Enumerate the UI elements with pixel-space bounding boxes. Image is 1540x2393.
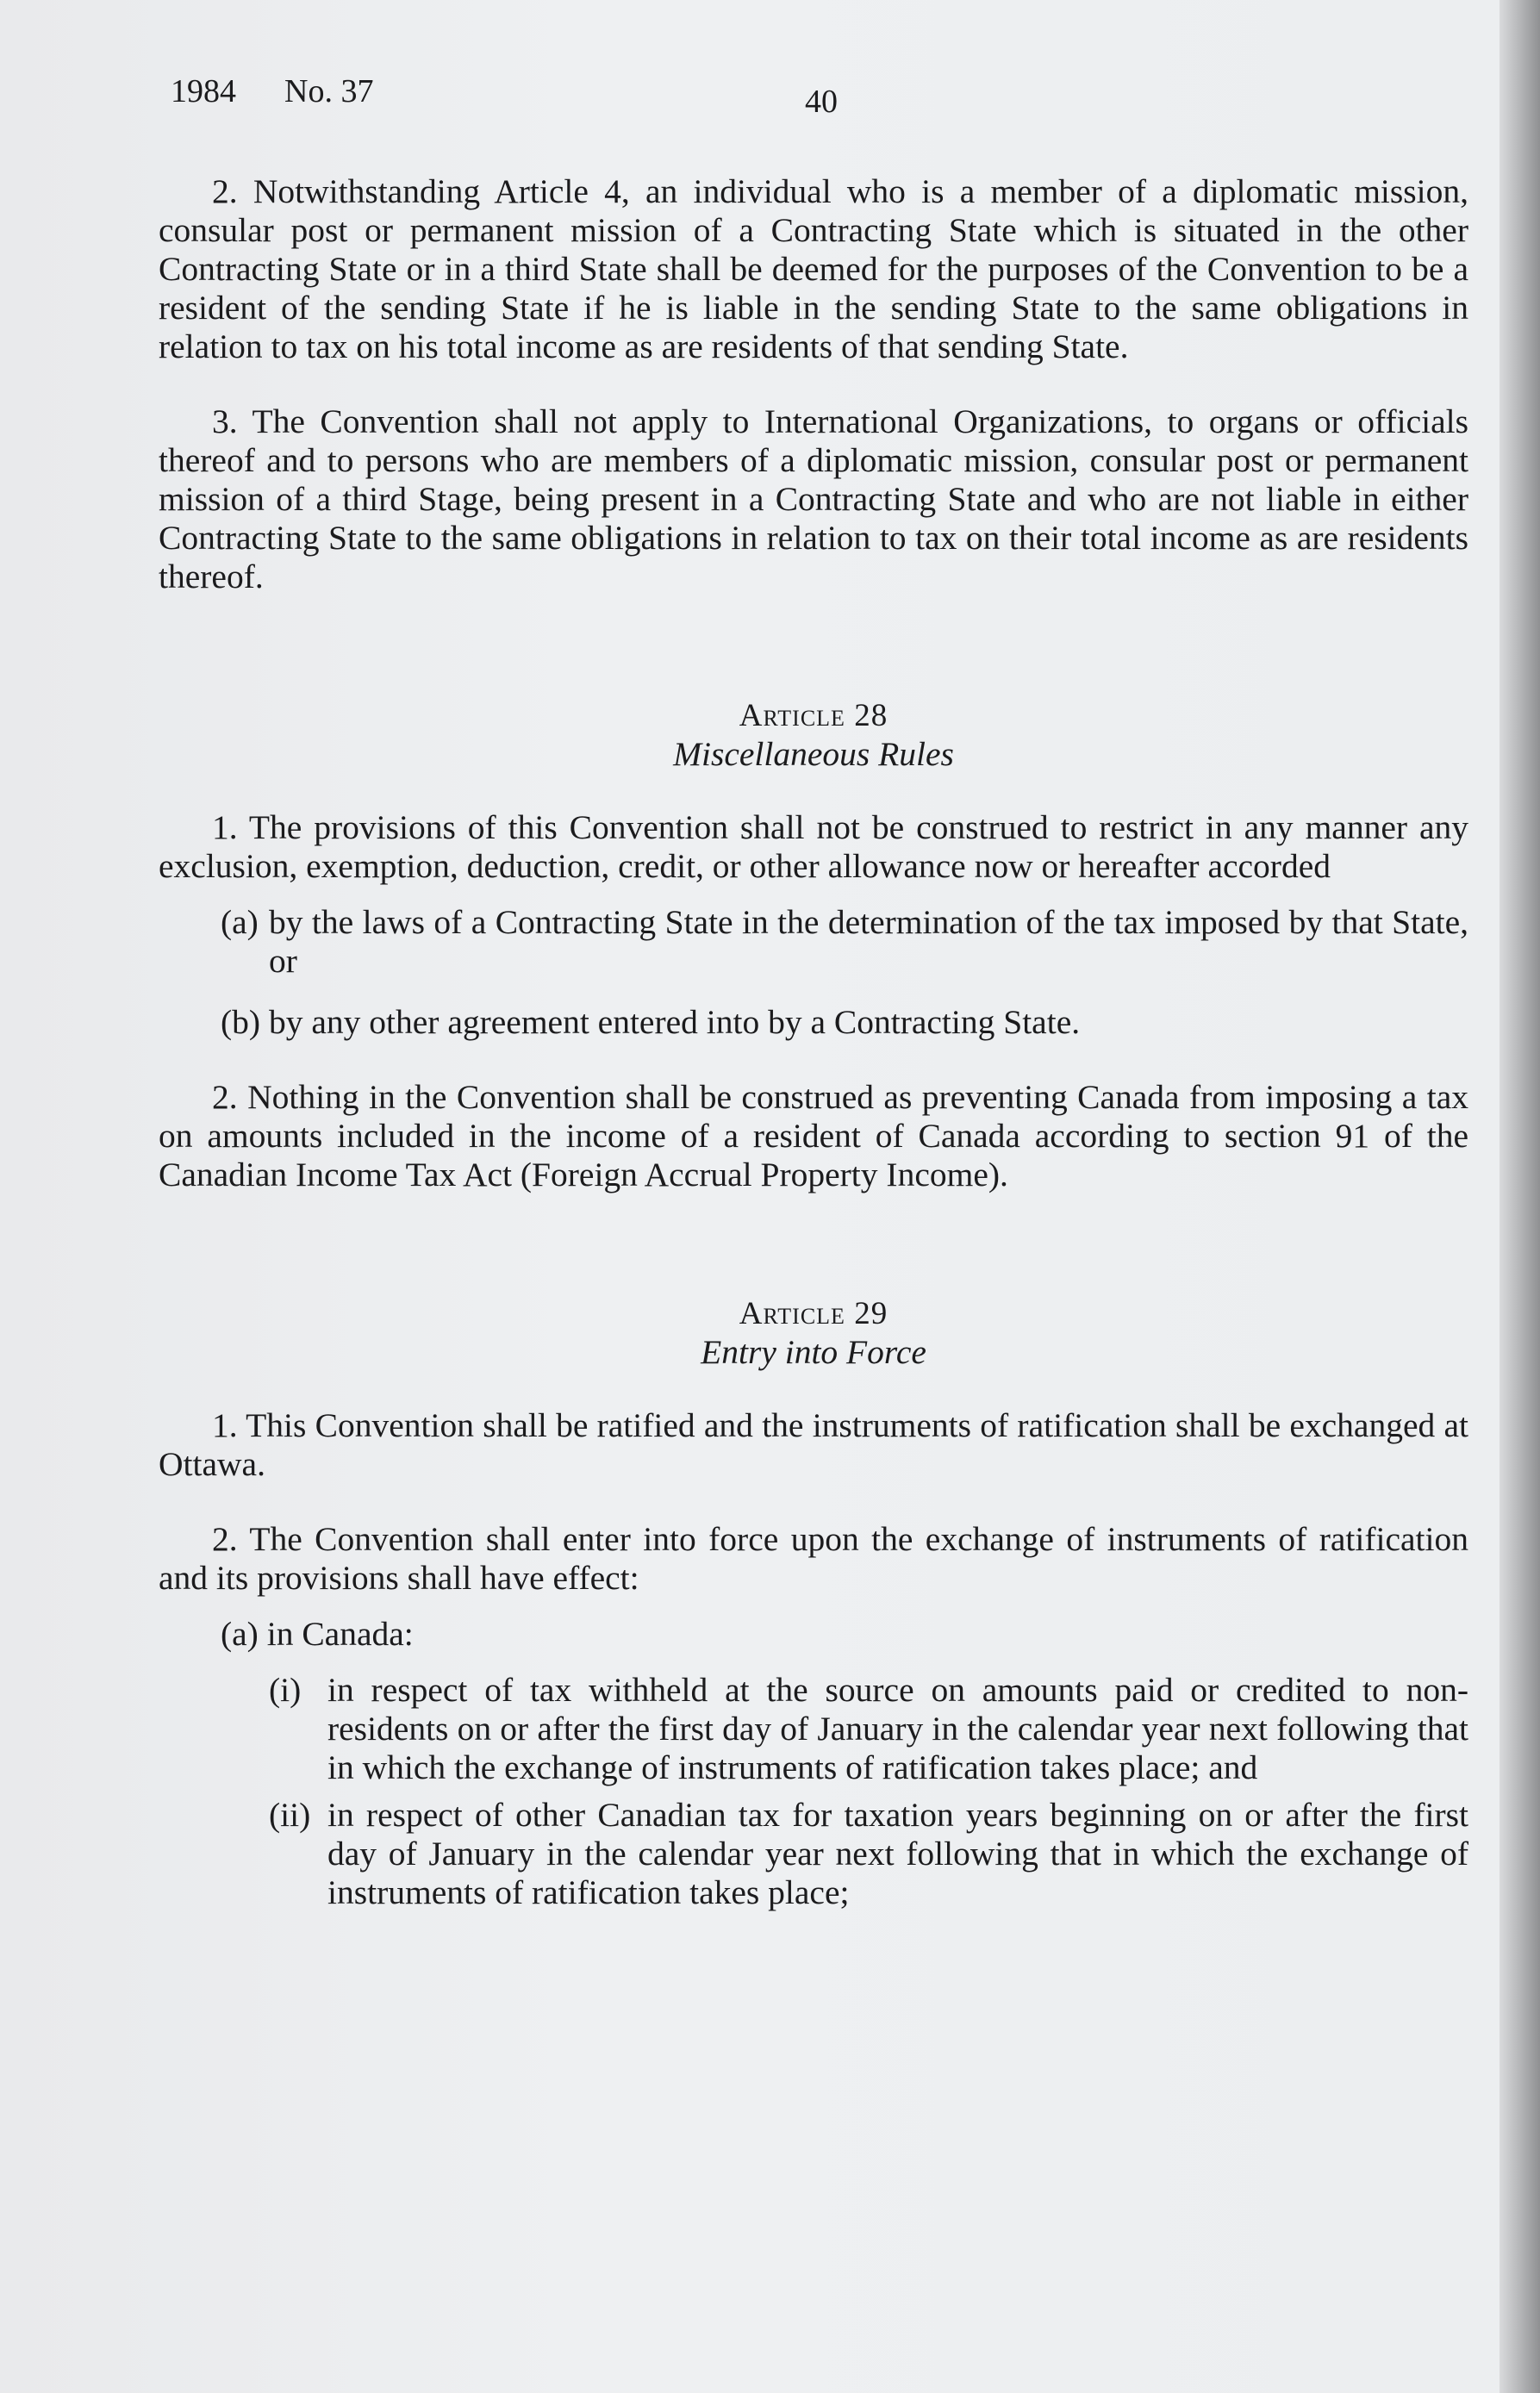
page-header — [171, 72, 1463, 124]
article-29-item-a — [159, 1615, 1468, 1654]
paragraph-diplomatic-residency: 2. Notwithstanding Article 4, an individual who is a member of a diplomatic mission, consular post or permanent mission of a Contracting State which is situated in the other Contracting State or in a third State shall be deemed for the purposes of the Convention to be a resident of the sending State if he is liable in the sending State to the same obligations in relation to tax on his total income as are residents of that sending State. — [159, 172, 1468, 365]
article-28-item-a — [159, 903, 1468, 981]
article-29-paragraph-2: 2. The Convention shall enter into force upon the exchange of instruments of ratification and its provisions shall have effect: — [159, 1520, 1468, 1597]
page-number: 40 — [805, 84, 838, 120]
subitem-text: in respect of other Canadian tax for taxation years beginning on or after the first day of January in the calendar year next following that in which the exchange of instruments of ratification takes place; — [327, 1796, 1468, 1911]
item-label: (b) — [221, 1003, 261, 1041]
article-28-heading: Article 28 — [739, 698, 888, 733]
subitem-label: (i) — [269, 1671, 302, 1709]
item-label: (a) — [221, 903, 259, 941]
page-binding-edge — [1499, 0, 1540, 2393]
item-text: by the laws of a Contracting State in the determination of the tax imposed by that State, or — [269, 903, 1468, 980]
article-29-subitem-ii — [159, 1796, 1468, 1912]
article-29-subtitle: Entry into Force — [701, 1333, 926, 1371]
article-28-subtitle: Miscellaneous Rules — [673, 735, 954, 773]
article-28-paragraph-2: 2. Nothing in the Convention shall be construed as preventing Canada from imposing a tax on amounts included in the income of a resident of Canada according to section 91 of the Canadian Income Tax Act (Foreign Accrual Property Income). — [159, 1078, 1468, 1193]
header-year: 1984 — [171, 73, 236, 109]
article-29-paragraph-1: 1. This Convention shall be ratified and the instruments of ratification shall be exchanged at Ottawa. — [159, 1406, 1468, 1483]
article-29-heading: Article 29 — [739, 1296, 888, 1331]
article-29-subitem-i — [159, 1671, 1468, 1787]
subitem-label: (ii) — [269, 1796, 311, 1834]
paragraph-international-organizations: 3. The Convention shall not apply to International Organizations, to organs or officials thereof and to persons who are members of a diplomatic mission, consular post or permanent mission of a third Stage, being present in a Contracting State and who are not liable in either Contracting State to the same obligations in relation to tax on their total income as are residents thereof. — [159, 402, 1468, 595]
item-text: by any other agreement entered into by a Contracting State. — [269, 1003, 1081, 1041]
article-28-paragraph-1: 1. The provisions of this Convention shall not be construed to restrict in any manner any exclusion, exemption, deduction, credit, or other allowance now or hereafter accorded — [159, 808, 1468, 885]
article-28-item-b — [159, 1003, 1468, 1042]
subitem-text: in respect of tax withheld at the source on amounts paid or credited to non-residents on or after the first day of January in the calendar year next following that in which the exchange of instruments of ratification takes place; and — [327, 1671, 1468, 1786]
page-body — [159, 172, 1468, 1921]
item-text: in Canada: — [266, 1615, 414, 1653]
header-act-number: No. 37 — [284, 73, 374, 109]
item-label: (a) — [221, 1615, 259, 1653]
